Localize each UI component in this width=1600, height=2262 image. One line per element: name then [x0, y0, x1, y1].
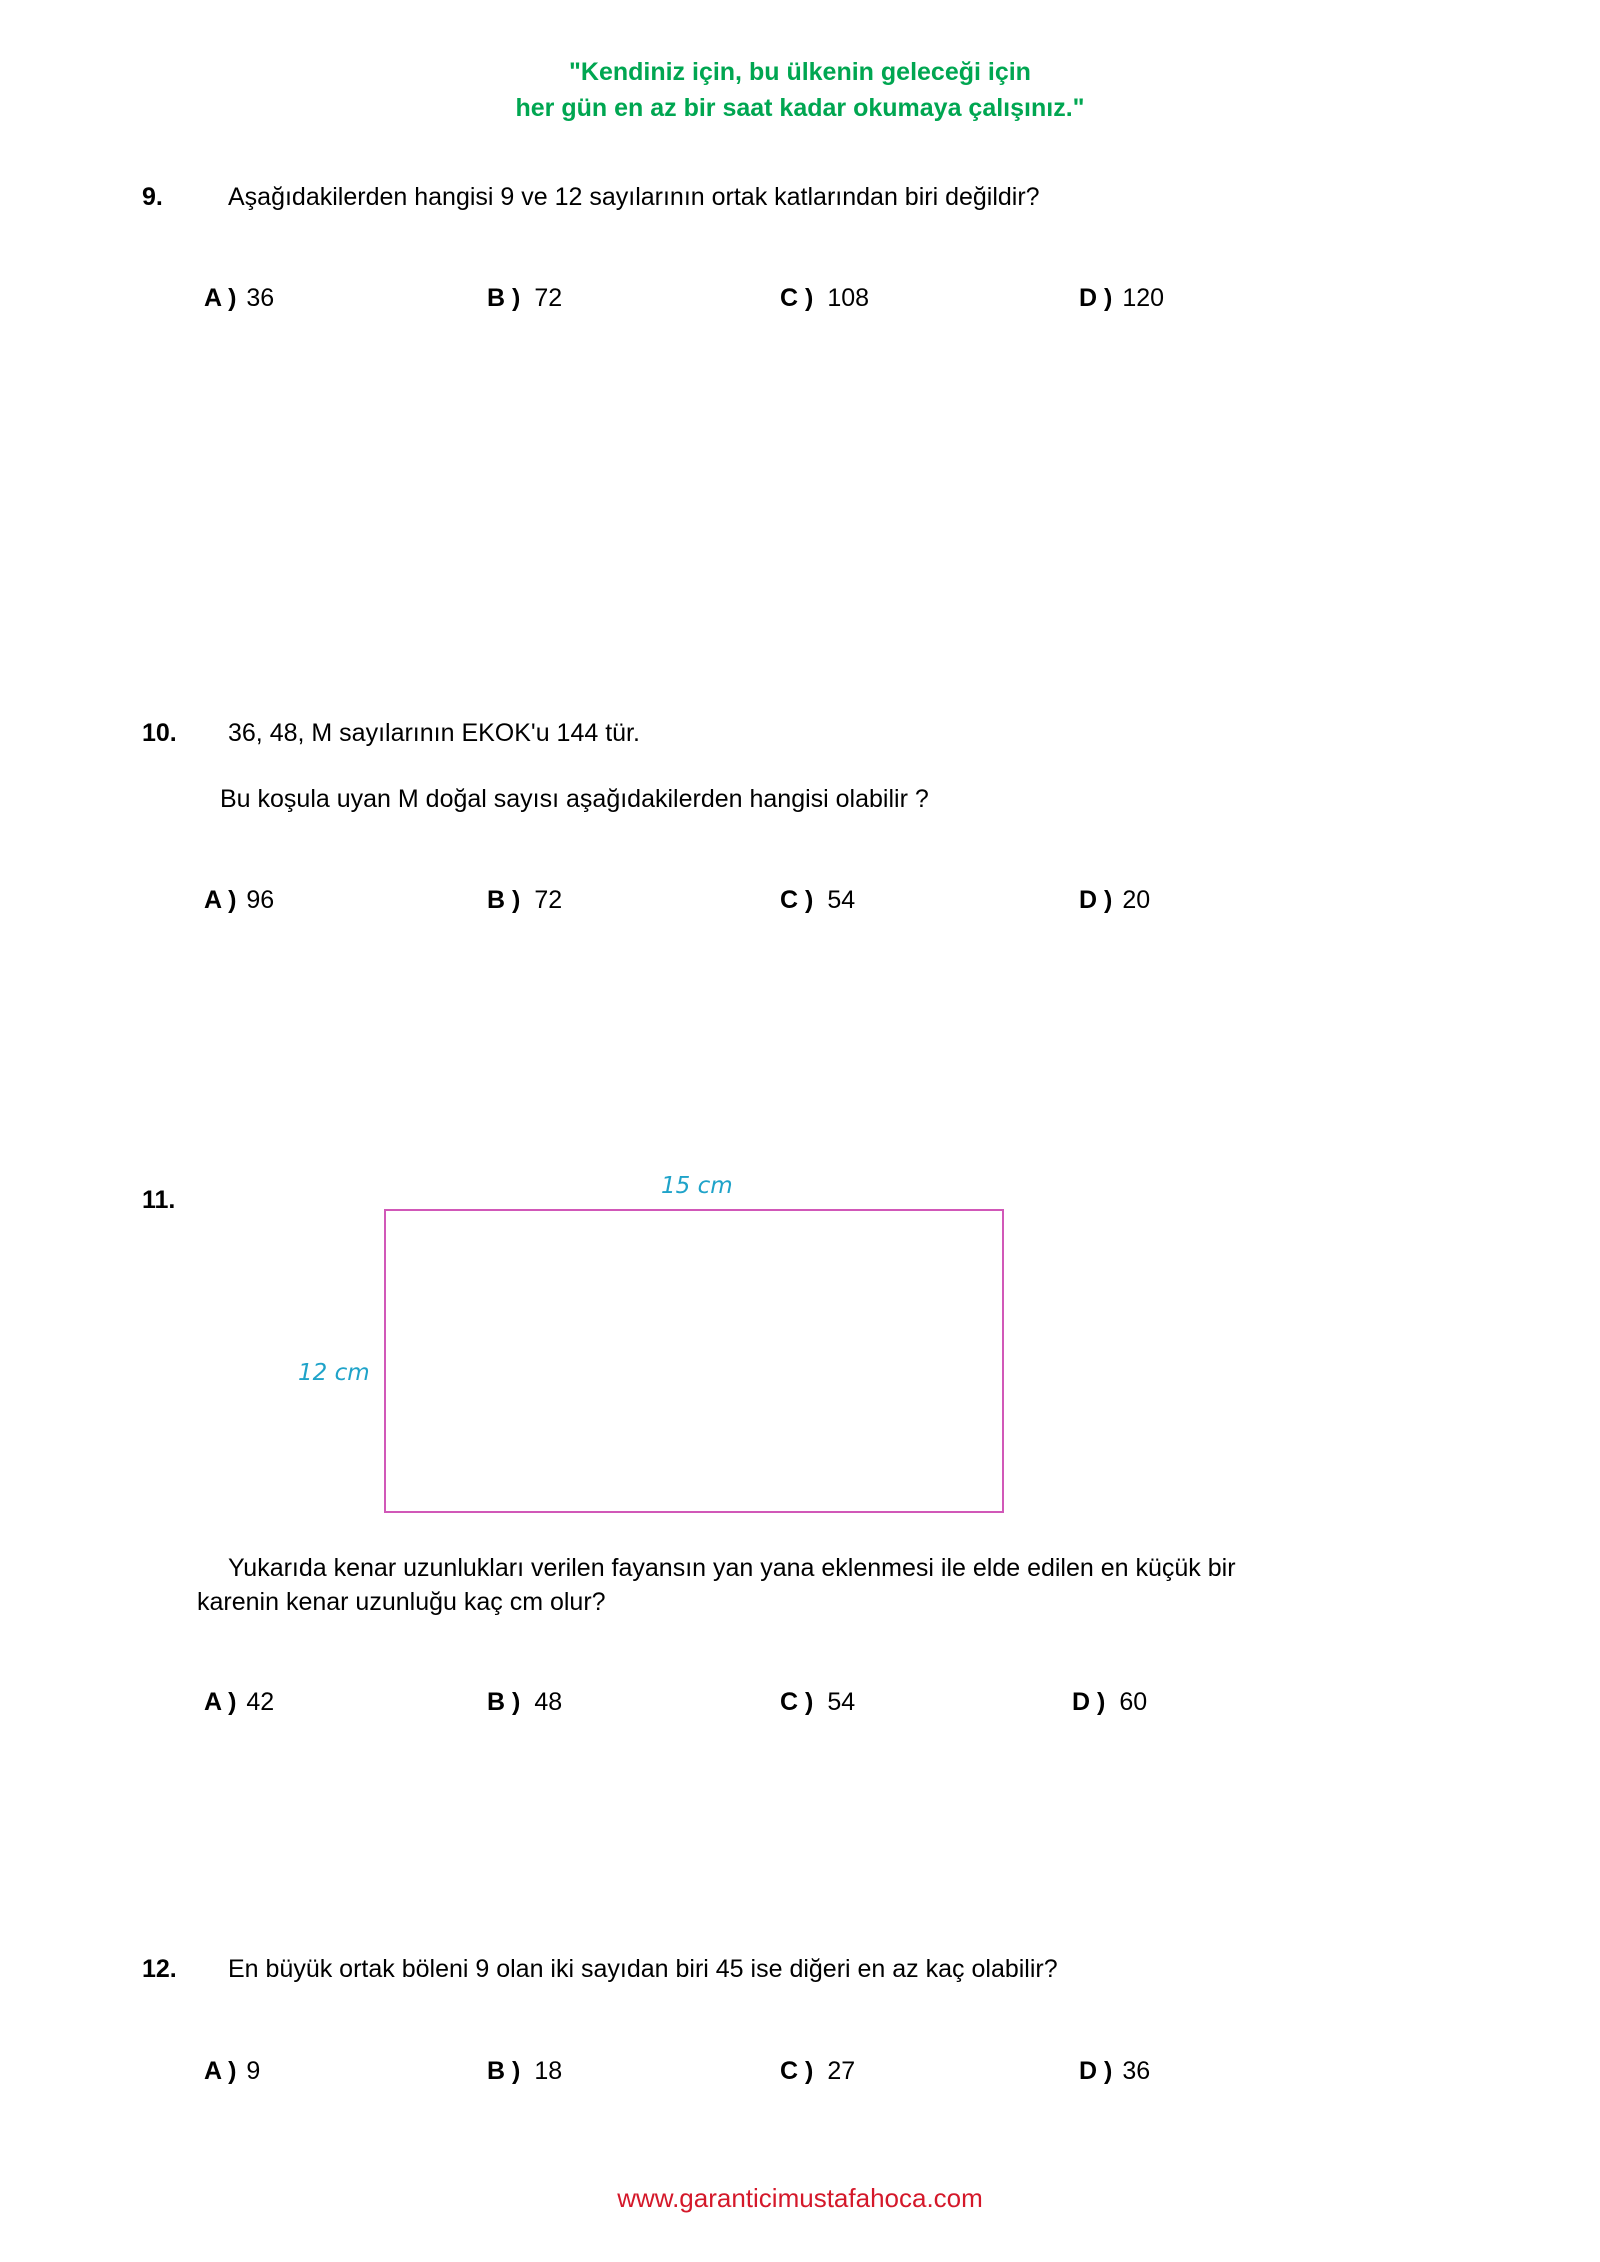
- option-label: B ): [487, 886, 521, 914]
- option-value: 36: [1122, 2057, 1151, 2085]
- option-a[interactable]: [204, 284, 274, 313]
- footer-link[interactable]: www.garanticimustafahoca.com: [617, 2183, 983, 2213]
- option-label: C ): [780, 886, 814, 914]
- option-value: 72: [534, 886, 563, 914]
- option-label: B ): [487, 2057, 521, 2085]
- option-value: 120: [1122, 284, 1165, 312]
- option-label: D ): [1079, 886, 1113, 914]
- option-label: D ): [1079, 284, 1113, 312]
- option-value: 27: [827, 2057, 856, 2085]
- option-b[interactable]: [487, 284, 562, 313]
- option-value: 108: [827, 284, 870, 312]
- option-label: D ): [1072, 1688, 1106, 1716]
- tile-height-label: 12 cm: [298, 1360, 370, 1386]
- tile-rectangle: [384, 1209, 1004, 1513]
- option-value: 72: [534, 284, 563, 312]
- option-d[interactable]: [1079, 886, 1150, 915]
- question-number: 9.: [142, 183, 163, 211]
- option-value: 96: [246, 886, 275, 914]
- option-value: 48: [534, 1688, 563, 1716]
- option-b[interactable]: [487, 1688, 562, 1717]
- option-d[interactable]: [1079, 2057, 1150, 2086]
- question-text-line-2: Bu koşula uyan M doğal sayısı aşağıdakilerden hangisi olabilir ?: [220, 785, 929, 813]
- option-label: D ): [1079, 2057, 1113, 2085]
- option-label: B ): [487, 284, 521, 312]
- option-value: 42: [246, 1688, 275, 1716]
- option-d[interactable]: [1079, 284, 1164, 313]
- option-value: 60: [1119, 1688, 1148, 1716]
- option-a[interactable]: [204, 886, 274, 915]
- option-label: A ): [204, 284, 237, 312]
- option-value: 18: [534, 2057, 563, 2085]
- option-label: C ): [780, 1688, 814, 1716]
- question-text: 36, 48, M sayılarının EKOK'u 144 tür.: [228, 719, 640, 747]
- option-value: 9: [246, 2057, 261, 2085]
- option-c[interactable]: [780, 886, 855, 915]
- option-d[interactable]: [1072, 1688, 1147, 1717]
- option-label: C ): [780, 2057, 814, 2085]
- motto-line-2: her gün en az bir saat kadar okumaya çalışınız.": [515, 94, 1085, 122]
- option-c[interactable]: [780, 284, 869, 313]
- question-text: En büyük ortak böleni 9 olan iki sayıdan biri 45 ise diğeri en az kaç olabilir?: [228, 1955, 1058, 1983]
- question-text: Yukarıda kenar uzunlukları verilen fayansın yan yana eklenmesi ile elde edilen en küçük bir: [228, 1554, 1236, 1582]
- motto-line-1: "Kendiniz için, bu ülkenin geleceği için: [569, 58, 1031, 86]
- option-label: A ): [204, 2057, 237, 2085]
- option-a[interactable]: [204, 2057, 260, 2086]
- tile-width-label: 15 cm: [661, 1173, 733, 1199]
- option-a[interactable]: [204, 1688, 274, 1717]
- option-label: B ): [487, 1688, 521, 1716]
- option-b[interactable]: [487, 2057, 562, 2086]
- option-label: C ): [780, 284, 814, 312]
- option-c[interactable]: [780, 1688, 855, 1717]
- option-value: 54: [827, 1688, 856, 1716]
- option-label: A ): [204, 1688, 237, 1716]
- option-label: A ): [204, 886, 237, 914]
- option-value: 54: [827, 886, 856, 914]
- question-number: 12.: [142, 1955, 177, 1983]
- option-value: 20: [1122, 886, 1151, 914]
- question-number: 11.: [142, 1186, 176, 1214]
- question-number: 10.: [142, 719, 177, 747]
- question-text-line-2: karenin kenar uzunluğu kaç cm olur?: [197, 1588, 606, 1616]
- question-text: Aşağıdakilerden hangisi 9 ve 12 sayılarının ortak katlarından biri değildir?: [228, 183, 1040, 211]
- option-value: 36: [246, 284, 275, 312]
- option-b[interactable]: [487, 886, 562, 915]
- option-c[interactable]: [780, 2057, 855, 2086]
